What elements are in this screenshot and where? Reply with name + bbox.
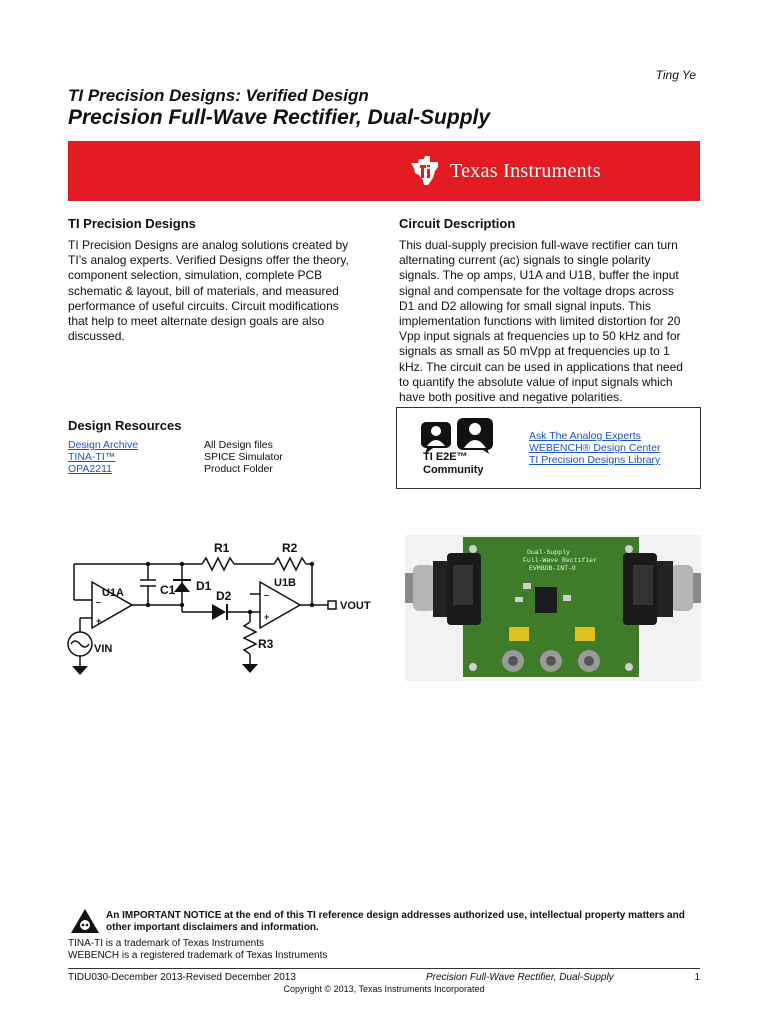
label-r1: R1 — [214, 541, 230, 555]
trademark-line: TINA-TI is a trademark of Texas Instruments — [68, 938, 264, 949]
resource-description: All Design files — [204, 439, 273, 451]
ti-precision-designs-text — [68, 238, 368, 344]
resource-row — [68, 451, 283, 463]
e2e-community-icon — [419, 418, 499, 454]
resource-description: SPICE Simulator — [204, 451, 283, 463]
resource-row — [68, 439, 283, 451]
label-noninverting-u1a: + — [96, 616, 102, 626]
design-resources-table — [68, 439, 283, 475]
opa2211-link[interactable]: OPA2211 — [68, 463, 112, 475]
e2e-label — [423, 451, 484, 477]
resource-row — [68, 463, 283, 475]
circuit-description-heading: Circuit Description — [399, 216, 516, 231]
ti-brand-name: Texas Instruments — [450, 159, 601, 182]
design-archive-link[interactable]: Design Archive — [68, 439, 139, 451]
trademark-line: WEBENCH is a registered trademark of Texas Instruments — [68, 950, 328, 961]
tina-ti-link[interactable]: TINA-TI™ — [68, 451, 116, 463]
label-noninverting-u1b: + — [264, 612, 270, 622]
text-line: Vpp input signals at frequencies up to 50 kHz and for — [399, 329, 681, 344]
copyright: Copyright © 2013, Texas Instruments Incorporated — [283, 984, 485, 994]
board-silkscreen-subtitle: Full-Wave Rectifier — [523, 557, 598, 564]
text-line: kHz. The circuit can be used in applications that need — [399, 359, 683, 374]
e2e-label-line: Community — [423, 464, 484, 476]
label-c1: C1 — [160, 583, 176, 597]
resource-description: Product Folder — [204, 463, 273, 475]
author-name: Ting Ye — [655, 68, 696, 82]
text-line: component selection, simulation, complete PCB — [68, 268, 323, 283]
text-line: that help to meet alternate design goals are also — [68, 314, 325, 329]
circuit-description-text — [399, 238, 701, 405]
footer-doc-id: TIDU030-December 2013-Revised December 2013 — [68, 972, 296, 983]
text-line: TI’s analog experts. Verified Designs offer the theory, — [68, 253, 349, 268]
label-r2: R2 — [282, 541, 298, 555]
text-line: signals. The op amps, U1A and U1B, buffer the input — [399, 268, 679, 283]
text-line: D1 and D2 allowing for small signal inputs. This — [399, 298, 651, 313]
e2e-community-box — [396, 407, 701, 489]
ask-analog-experts-link[interactable]: Ask The Analog Experts — [529, 430, 641, 442]
page-number: 1 — [694, 972, 700, 983]
ti-precision-designs-heading: TI Precision Designs — [68, 216, 196, 231]
label-r3: R3 — [258, 637, 274, 651]
ti-brand — [408, 154, 601, 188]
label-d1: D1 — [196, 579, 212, 593]
label-vin: VIN — [94, 643, 113, 655]
label-inverting-u1a: – — [96, 597, 102, 607]
text-line: signal and compensate for the voltage drops across — [399, 283, 674, 298]
e2e-label-line: TI E2E™ — [423, 451, 468, 463]
design-resources-heading: Design Resources — [68, 418, 182, 433]
webench-design-center-link[interactable]: WEBENCH® Design Center — [529, 442, 661, 454]
important-notice: An IMPORTANT NOTICE at the end of this TI reference design addresses authorized use, intellectual property matters and other important disclaimers and information. — [106, 910, 685, 933]
board-silkscreen-title: Dual-Supply — [527, 549, 570, 556]
text-line: have both positive and negative polarities. — [399, 390, 623, 405]
precision-designs-library-link[interactable]: TI Precision Designs Library — [529, 454, 661, 466]
label-d2: D2 — [216, 589, 232, 603]
footer-title: Precision Full-Wave Rectifier, Dual-Supply — [426, 972, 614, 983]
board-silkscreen-id: EVMBOB-INT-0 — [529, 565, 576, 572]
text-line: alternating current (ac) signals to single polarity — [399, 253, 651, 268]
text-line: TI Precision Designs are analog solutions created by — [68, 238, 349, 252]
text-line: This dual-supply precision full-wave rectifier can turn — [399, 238, 678, 252]
document-subtitle: TI Precision Designs: Verified Design — [68, 86, 369, 105]
trademark-notes — [68, 938, 327, 962]
text-line: to quantify the absolute value of input signals which — [399, 374, 673, 389]
text-line: discussed. — [68, 329, 125, 344]
text-line: implementation functions with limited distortion for 20 — [399, 314, 681, 329]
label-u1b: U1B — [274, 577, 297, 589]
label-vout: VOUT — [340, 600, 371, 612]
rectifier-schematic — [62, 536, 372, 684]
text-line: schematic & layout, bill of materials, and measured — [68, 283, 339, 298]
document-title: Precision Full-Wave Rectifier, Dual-Supply — [68, 106, 491, 129]
label-u1a: U1A — [102, 587, 125, 599]
text-line: performance of useful circuits. Circuit modifications — [68, 298, 339, 313]
e2e-links — [529, 430, 660, 466]
ti-banner — [68, 141, 700, 201]
warning-triangle-icon — [70, 908, 100, 934]
footer-divider — [68, 968, 700, 969]
text-line: signals as small as 50 mVpp at frequencies up to 1 — [399, 344, 670, 359]
label-inverting-u1b: – — [264, 590, 270, 600]
evaluation-board-photo — [405, 535, 701, 681]
ti-logo-icon — [408, 154, 442, 188]
